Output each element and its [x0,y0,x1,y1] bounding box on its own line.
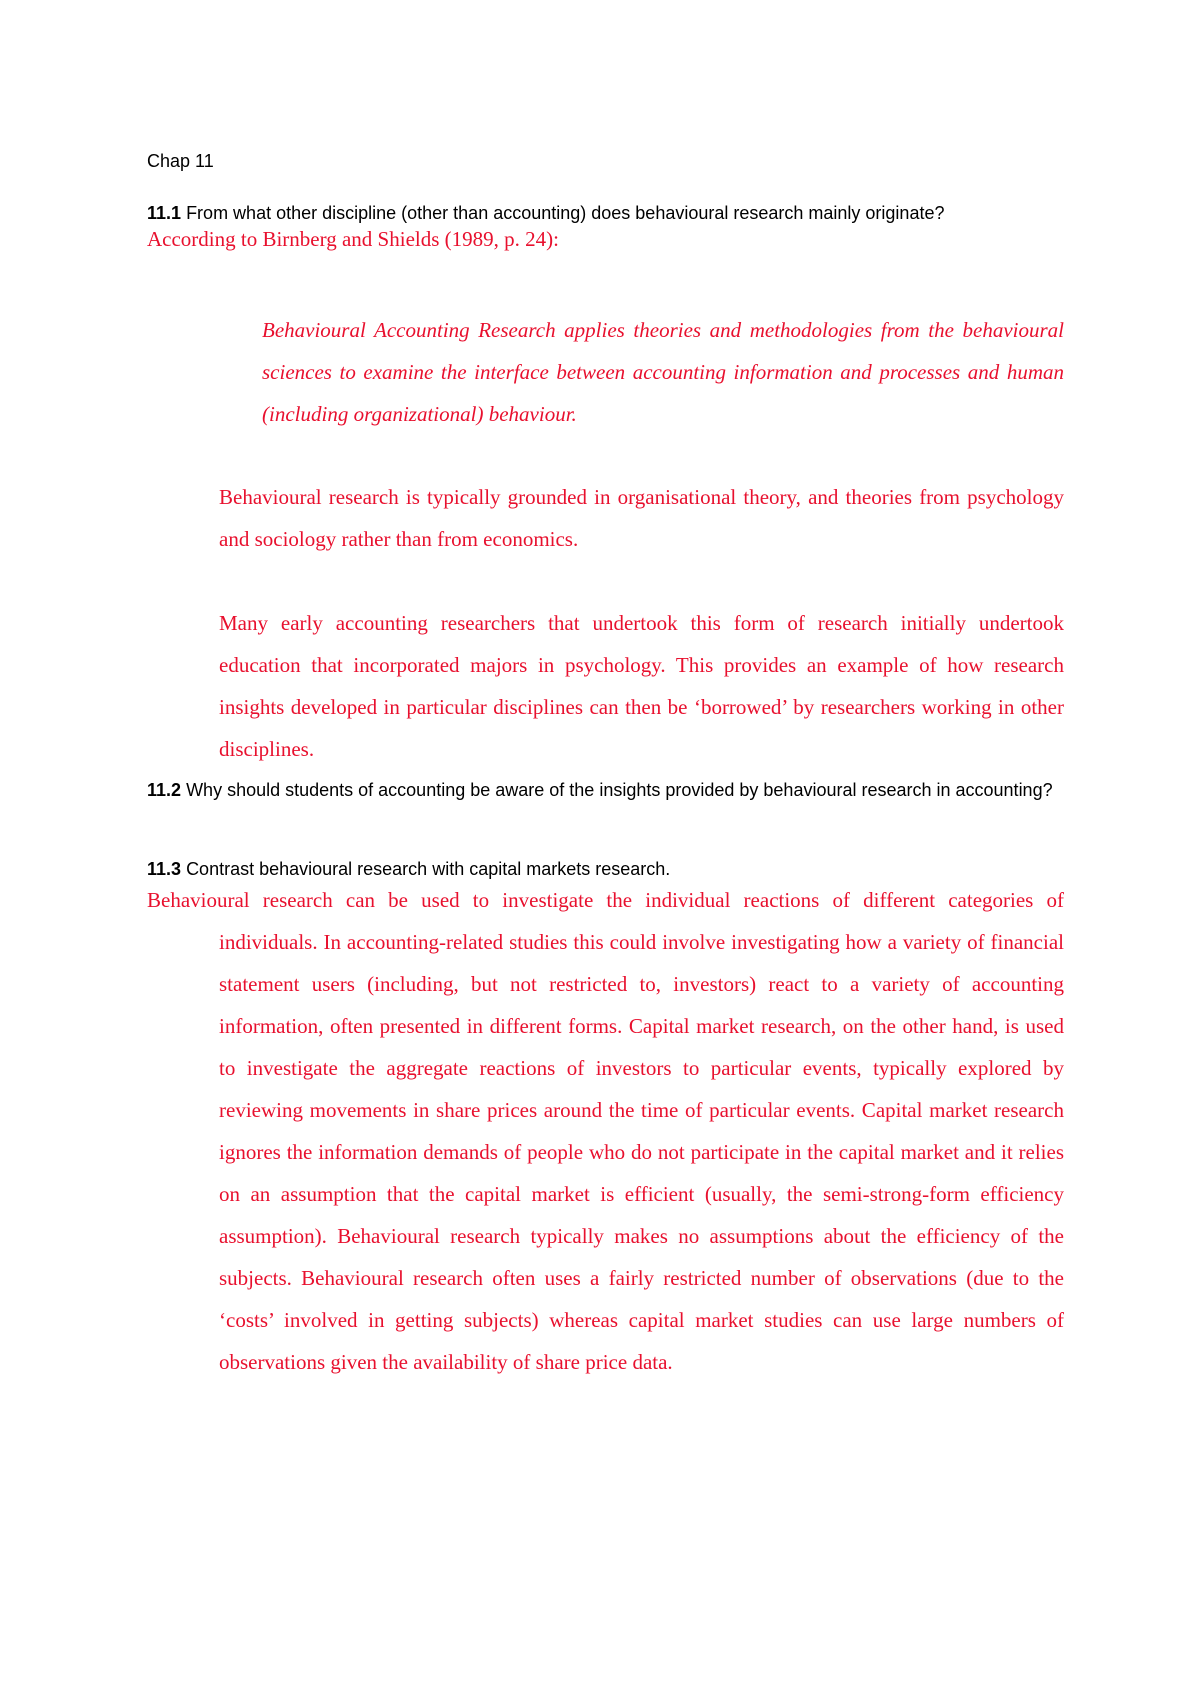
question-text: Why should students of accounting be aware of the insights provided by behavioural research in accounting? [186,780,1053,800]
question-text: Contrast behavioural research with capital markets research. [186,859,671,879]
answer-11-1-quote: Behavioural Accounting Research applies theories and methodologies from the behavioural sciences to examine the interface between accounting information and processes and human (including organizational) behaviour. [262,318,1064,426]
question-11-2 [147,777,1087,804]
answer-11-1-paragraph-1: Behavioural research is typically grounded in organisational theory, and theories from psychology and sociology rather than from economics. [219,485,1064,551]
chapter-heading: Chap 11 [147,151,214,171]
question-number: 11.2 [147,780,182,800]
answer-11-3-paragraph: Behavioural research can be used to investigate the individual reactions of different categories of individuals. In accounting-related studies this could involve investigating how a variety of financial statement users (including, but not restricted to, investors) react to a variety of accounting information, often presented in different forms. Capital market research, on the other hand, is used to investigate the aggregate reactions of investors to particular events, typically explored by reviewing movements in share prices around the time of particular events. Capital market research ignores the information demands of people who do not participate in the capital market and it relies on an assumption that the capital market is efficient (usually, the semi-strong-form efficiency assumption). Behavioural research typically makes no assumptions about the efficiency of the subjects. Behavioural research often uses a fairly restricted number of observations (due to the ‘costs’ involved in getting subjects) whereas capital market studies can use large numbers of observations given the availability of share price data. [147,888,1064,1374]
question-number: 11.1 [147,203,182,223]
question-number: 11.3 [147,859,182,879]
answer-11-1-paragraph-2: Many early accounting researchers that undertook this form of research initially undertook education that incorporated majors in psychology. This provides an example of how research insights developed in particular disciplines can then be ‘borrowed’ by researchers working in other disciplines. [219,611,1064,761]
question-11-1 [147,202,1087,224]
answer-11-1-intro: According to Birnberg and Shields (1989, p. 24): [147,227,559,251]
question-text: From what other discipline (other than accounting) does behavioural research mainly originate? [186,203,945,223]
question-11-3 [147,858,1087,880]
